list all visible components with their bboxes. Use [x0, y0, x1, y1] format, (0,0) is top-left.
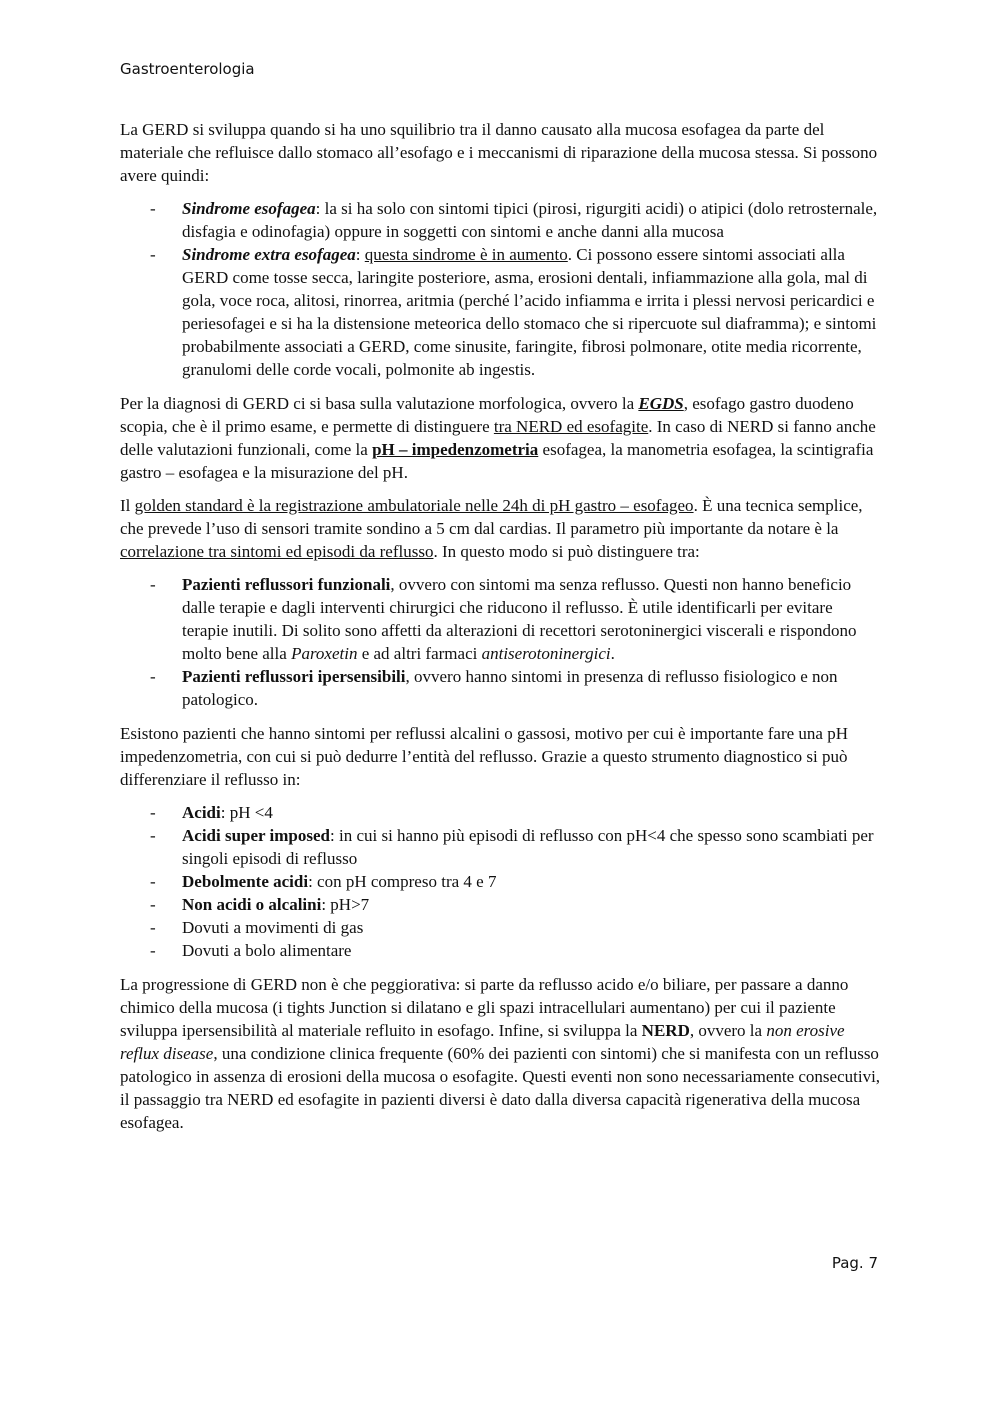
list-item-text: , ovvero con sintomi ma senza reflusso. Questi non hanno beneficio dalle terapie e dagli interventi chirurgici che riducono il reflusso. È utile identificarli per evitare terapie inutili. Di solito sono affetti da alterazioni di recettori serotoninergici viscerali e rispondono molto bene alla — [182, 575, 857, 663]
list-item-text: : la si ha solo con sintomi tipici (pirosi, rigurgiti acidi) o atipici (dolo retrosternale, disfagia e odinofagia) oppure in soggetti con sintomi e anche danni alla mucosa — [182, 199, 878, 241]
list-item — [120, 870, 882, 893]
list-item-text: . Ci possono essere sintomi associati alla GERD come tosse secca, laringite posteriore, asma, erosioni dentali, infiammazione alla gola, mal di gola, voce roca, alitosi, rinorrea, aritmia (perché l’acido infiamma e irrita i plessi nervosi pericardici e periesofagei e si ha la distensione meteorica dello stomaco che si ripercuote sul diaframma); e sintomi probabilmente associati a GERD, come sinusite, faringite, fibrosi polmonare, otite media ricorrente, granulomi delle corde vocali, polmonite ab ingestis. — [182, 245, 877, 379]
list-item-text: : con pH compreso tra 4 e 7 — [308, 872, 497, 891]
list-item-text: : pH <4 — [220, 803, 273, 822]
text-run: . È una tecnica semplice, che prevede l’uso di sensori tramite sondino a 5 cm dal cardias. Il parametro più importante da notare è la — [120, 496, 863, 538]
text-run: esofagea, la manometria esofagea, la scintigrafia gastro – esofagea e la misurazione del pH. — [120, 440, 874, 482]
list-item — [120, 243, 882, 381]
underlined-text: golden standard è la registrazione ambulatoriale nelle 24h di pH gastro – esofageo — [134, 496, 694, 515]
text-run: . In questo modo si può distinguere tra: — [433, 542, 700, 561]
list-item-text: Dovuti a bolo alimentare — [182, 941, 352, 960]
list-item — [120, 893, 882, 916]
underlined-text: tra NERD ed esofagite — [493, 417, 649, 436]
paragraph-golden-standard — [120, 494, 882, 563]
list-item-term: Debolmente acidi — [182, 872, 309, 891]
text-run: , una condizione clinica frequente (60% dei pazienti con sintomi) che si manifesta con un reflusso patologico in assenza di erosioni della mucosa o esofagite. Questi eventi non sono necessariamente consecutivi, il passaggio tra NERD ed esofagite in pazienti diversi è dato dalla diversa capacità rigenerativa della mucosa esofagea. — [120, 1044, 881, 1132]
list-item — [120, 573, 882, 665]
list-item — [120, 939, 882, 962]
text-run: Il — [120, 496, 135, 515]
italic-text: Paroxetin — [291, 644, 358, 663]
list-item-text: Dovuti a movimenti di gas — [182, 918, 364, 937]
list-item — [120, 801, 882, 824]
paragraph-intro: La GERD si sviluppa quando si ha uno squilibrio tra il danno causato alla mucosa esofagea da parte del materiale che refluisce dallo stomaco all’esofago e i meccanismi di riparazione della mucosa stessa. Si possono avere quindi: — [120, 120, 878, 185]
paragraph-diagnosis — [120, 392, 882, 484]
list-item-term: Sindrome extra esofagea — [182, 245, 356, 264]
page-body — [120, 118, 882, 1144]
italic-text: non erosive reflux disease — [120, 1021, 845, 1063]
list-item-text: : pH>7 — [321, 895, 370, 914]
text-run: , esofago gastro duodeno scopia, che è il primo esame, e permette di distinguere — [120, 394, 854, 436]
paragraph-reflux-types: Esistono pazienti che hanno sintomi per reflussi alcalini o gassosi, motivo per cui è importante fare una pH impedenzometria, con cui si può dedurre l’entità del reflusso. Grazie a questo strumento diagnostico si può differenziare il reflusso in: — [120, 724, 848, 789]
paragraph-progression — [120, 973, 882, 1134]
list-item-term: Non acidi o alcalini — [182, 895, 322, 914]
list-item-term: Pazienti reflussori funzionali — [182, 575, 391, 594]
list-item-separator: : — [355, 245, 365, 264]
list-item-text: , ovvero hanno sintomi in presenza di reflusso fisiologico e non patologico. — [182, 667, 838, 709]
list-item-text: . — [610, 644, 615, 663]
underlined-text: questa sindrome è in aumento — [364, 245, 568, 264]
reflux-type-list — [120, 801, 882, 962]
list-item-text: : in cui si hanno più episodi di reflusso con pH<4 che spesso sono scambiati per singoli episodi di reflusso — [182, 826, 874, 868]
text-run: La progressione di GERD non è che peggiorativa: si parte da reflusso acido e/o biliare, per passare a danno chimico della mucosa (i tights Junction si dilatano e gli spazi intracellulari aumentano) per cui il paziente sviluppa ipersensibilità al materiale refluito in esofago. Infine, si sviluppa la — [120, 975, 849, 1040]
text-run: Per la diagnosi di GERD ci si basa sulla valutazione morfologica, ovvero la — [120, 394, 639, 413]
page-number: Pag. 7 — [831, 1254, 878, 1272]
list-item-text: e ad altri farmaci — [357, 644, 482, 663]
list-item-term: Pazienti reflussori ipersensibili — [182, 667, 406, 686]
italic-text: antiserotoninergici — [481, 644, 611, 663]
patient-list — [120, 573, 882, 711]
list-item — [120, 824, 882, 870]
list-item — [120, 665, 882, 711]
egds-term: EGDS — [638, 394, 684, 413]
nerd-term: NERD — [641, 1021, 690, 1040]
underlined-text: correlazione tra sintomi ed episodi da reflusso — [120, 542, 434, 561]
list-item — [120, 197, 882, 243]
list-item — [120, 916, 882, 939]
list-item-term: Acidi super imposed — [182, 826, 330, 845]
syndrome-list — [120, 197, 882, 381]
list-item-term: Sindrome esofagea — [182, 199, 316, 218]
ph-impedance-term: pH – impedenzometria — [372, 440, 539, 459]
list-item-term: Acidi — [182, 803, 221, 822]
text-run: , ovvero la — [689, 1021, 767, 1040]
text-run: . In caso di NERD si fanno anche delle valutazioni funzionali, come la — [120, 417, 876, 459]
page-header: Gastroenterologia — [120, 60, 255, 78]
